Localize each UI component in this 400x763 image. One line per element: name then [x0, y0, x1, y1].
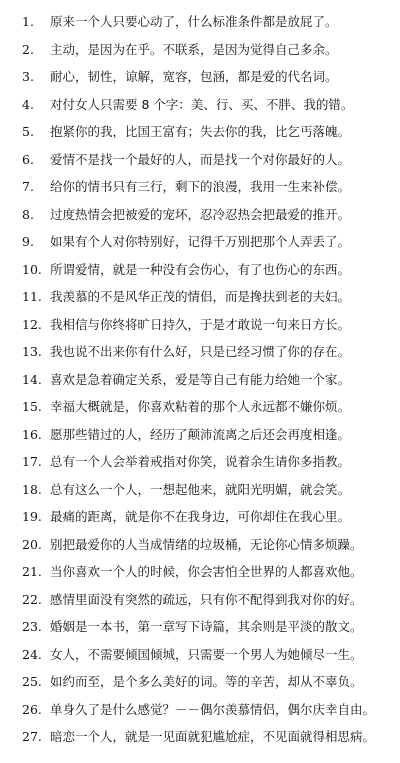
item-text: 喜欢是急着确定关系，爱是等自己有能力给她一个家。	[50, 371, 351, 387]
item-text: 愿那些错过的人，经历了颠沛流离之后还会再度相逢。	[50, 426, 351, 442]
list-item	[0, 421, 400, 449]
item-text: 感情里面没有突然的疏远，只有你不配得到我对你的好。	[50, 591, 363, 607]
item-number: 25.	[22, 674, 42, 689]
item-text: 总有这么一个人，一想起他来，就阳光明媚，就会笑。	[50, 481, 351, 497]
list-item	[0, 366, 400, 394]
item-number: 21.	[22, 564, 42, 579]
item-text: 原来一个人只要心动了，什么标准条件都是放屁了。	[50, 14, 338, 29]
list-item	[0, 586, 400, 614]
item-text: 耐心，韧性，谅解，宽容，包涵，都是爱的代名词。	[50, 69, 338, 84]
list-item	[0, 173, 400, 201]
item-text: 暗恋一个人，就是一见面就犯尴尬症，不见面就得相思病。	[50, 729, 376, 744]
item-text: 过度热情会把被爱的宠坏，忍冷忍热会把最爱的推开。	[50, 206, 351, 222]
item-text: 所谓爱情，就是一种没有会伤心，有了也伤心的东西。	[50, 261, 351, 277]
list-item	[0, 393, 400, 421]
item-text: 对付女人只需要 8 个字：美、行、买、不胖、我的错。	[50, 96, 354, 112]
item-number: 5.	[22, 124, 34, 139]
item-number: 1.	[22, 14, 34, 29]
item-number: 11.	[22, 289, 42, 304]
quote-list	[0, 8, 400, 751]
list-item	[0, 146, 400, 174]
item-text: 别把最爱你的人当成情绪的垃圾桶，无论你心情多烦躁。	[50, 536, 363, 552]
list-item	[0, 91, 400, 119]
item-number: 6.	[22, 151, 34, 167]
item-number: 23.	[22, 619, 42, 634]
item-number: 18.	[22, 481, 42, 497]
item-number: 26.	[22, 701, 42, 717]
item-number: 10.	[22, 261, 42, 277]
list-item	[0, 668, 400, 696]
item-text: 抱紧你的我，比国王富有；失去你的我，比乞丐落魄。	[50, 124, 351, 139]
item-text: 如果有个人对你特别好，记得千万别把那个人弄丢了。	[50, 234, 351, 249]
item-number: 9.	[22, 234, 34, 249]
item-number: 13.	[22, 344, 42, 359]
list-item	[0, 476, 400, 504]
item-number: 17.	[22, 454, 42, 469]
list-item	[0, 201, 400, 229]
list-item	[0, 118, 400, 146]
item-text: 当你喜欢一个人的时候，你会害怕全世界的人都喜欢他。	[50, 564, 363, 579]
list-item	[0, 613, 400, 641]
list-item	[0, 723, 400, 751]
item-text: 我羡慕的不是风华正茂的情侣，而是搀扶到老的夫妇。	[50, 289, 351, 304]
item-text: 女人，不需要倾国倾城，只需要一个男人为她倾尽一生。	[50, 646, 363, 662]
item-number: 16.	[22, 426, 42, 442]
item-number: 20.	[22, 536, 42, 552]
item-number: 3.	[22, 69, 34, 84]
list-item	[0, 503, 400, 531]
item-text: 我相信与你终将旷日持久，于是才敢说一句来日方长。	[50, 316, 351, 332]
item-text: 主动，是因为在乎。不联系，是因为觉得自己多余。	[50, 41, 338, 57]
list-item	[0, 63, 400, 91]
item-text: 爱情不是找一个最好的人，而是找一个对你最好的人。	[50, 151, 351, 167]
item-text: 我也说不出来你有什么好，只是已经习惯了你的存在。	[50, 344, 351, 359]
item-number: 19.	[22, 509, 42, 524]
list-item	[0, 228, 400, 256]
list-item	[0, 283, 400, 311]
list-item	[0, 531, 400, 559]
item-number: 12.	[22, 316, 42, 332]
item-text: 如约而至，是个多么美好的词。等的辛苦，却从不辜负。	[50, 674, 363, 689]
list-item	[0, 36, 400, 64]
item-text: 给你的情书只有三行，剩下的浪漫，我用一生来补偿。	[50, 179, 351, 194]
item-text: 单身久了是什么感觉？－－偶尔羡慕情侣，偶尔庆幸自由。	[50, 701, 376, 717]
list-item	[0, 338, 400, 366]
list-item	[0, 641, 400, 669]
item-number: 14.	[22, 371, 42, 387]
list-item	[0, 8, 400, 36]
list-item	[0, 448, 400, 476]
item-text: 幸福大概就是，你喜欢粘着的那个人永远都不嫌你烦。	[50, 399, 351, 414]
item-text: 婚姻是一本书，第一章写下诗篇，其余则是平淡的散文。	[50, 619, 363, 634]
list-item	[0, 311, 400, 339]
list-item	[0, 696, 400, 724]
list-item	[0, 256, 400, 284]
item-number: 8.	[22, 206, 34, 222]
item-number: 22.	[22, 591, 42, 607]
item-number: 27.	[22, 729, 42, 744]
item-number: 15.	[22, 399, 42, 414]
item-number: 4.	[22, 96, 34, 112]
item-number: 2.	[22, 41, 34, 57]
item-text: 最痛的距离，就是你不在我身边，可你却住在我心里。	[50, 509, 351, 524]
list-item	[0, 558, 400, 586]
item-number: 7.	[22, 179, 34, 194]
item-text: 总有一个人会举着戒指对你笑，说着余生请你多指教。	[50, 454, 351, 469]
item-number: 24.	[22, 646, 42, 662]
